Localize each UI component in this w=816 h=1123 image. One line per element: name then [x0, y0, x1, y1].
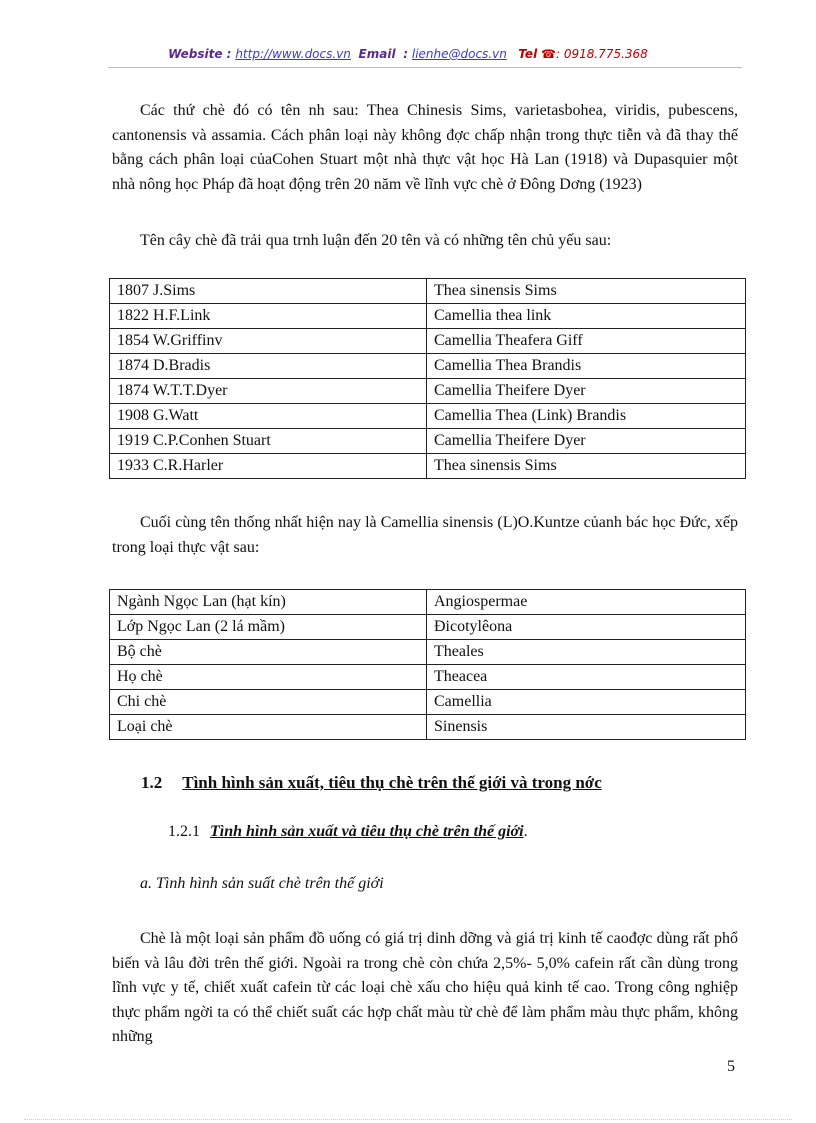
paragraph-tea-names: Các thứ chè đó có tên nh sau: Thea Chinesis Sims, varietasbohea, viridis, pubescens, cantonensis và assamia. Cách phân loại này không đợc chấp nhận trong thực tiễn và đã thay thế bằng cách phân loại củaCohen Stuart một nhà thực vật học Hà Lan (1918) và Dupasquier một nhà nông học Pháp đã hoạt động trên 20 năm về lĩnh vực chè ở Đông Dơng (1923) [112, 102, 738, 193]
footer-divider [24, 1119, 792, 1120]
value-cell: Theales [427, 640, 746, 665]
table-row [110, 304, 746, 329]
value-cell: Angiospermae [427, 590, 746, 615]
name-cell: Camellia Thea Brandis [427, 354, 746, 379]
subsection-title: Tình hình sản xuất và tiêu thụ chè trên thế giới [210, 823, 524, 840]
table-row [110, 279, 746, 304]
name-cell: Camellia Theafera Giff [427, 329, 746, 354]
table-row [110, 615, 746, 640]
table-row [110, 690, 746, 715]
email-link[interactable]: lienhe@docs.vn [411, 47, 507, 61]
rank-cell: Loại chè [110, 715, 427, 740]
author-cell: 1933 C.R.Harler [110, 454, 427, 479]
subsection-a-heading: a. Tình hình sản suất chè trên thế giới [140, 875, 384, 892]
section-heading-1-2 [141, 773, 602, 793]
email-separator: : [403, 47, 409, 61]
table-row [110, 329, 746, 354]
rank-cell: Bộ chè [110, 640, 427, 665]
paragraph-names-intro: Tên cây chè đã trải qua trnh luận đến 20 tên và có những tên chủ yếu sau: [140, 232, 612, 249]
phone-icon: ☎ [541, 47, 556, 61]
table-row [110, 354, 746, 379]
subsection-suffix: . [523, 823, 528, 840]
table-row [110, 429, 746, 454]
author-cell: 1807 J.Sims [110, 279, 427, 304]
author-cell: 1874 W.T.T.Dyer [110, 379, 427, 404]
tel-label: Tel [518, 47, 538, 61]
name-cell: Camellia Theifere Dyer [427, 429, 746, 454]
value-cell: Theacea [427, 665, 746, 690]
taxonomy-table [109, 589, 746, 740]
rank-cell: Chi chè [110, 690, 427, 715]
rank-cell: Lớp Ngọc Lan (2 lá mầm) [110, 615, 427, 640]
author-cell: 1854 W.Griffinv [110, 329, 427, 354]
paragraph-accepted-name: Cuối cùng tên thống nhất hiện nay là Camellia sinensis (L)O.Kuntze củanh bác học Đức, xếp trong loại thực vật sau: [112, 514, 738, 556]
website-link[interactable]: http://www.docs.vn [235, 47, 351, 61]
table-row [110, 404, 746, 429]
section-title: Tình hình sản xuất, tiêu thụ chè trên thế giới và trong nớc [182, 773, 602, 792]
value-cell: Camellia [427, 690, 746, 715]
author-cell: 1908 G.Watt [110, 404, 427, 429]
email-label: Email [358, 47, 396, 61]
author-cell: 1822 H.F.Link [110, 304, 427, 329]
table-row [110, 379, 746, 404]
page-header [0, 47, 816, 61]
name-cell: Camellia Thea (Link) Brandis [427, 404, 746, 429]
name-cell: Thea sinensis Sims [427, 454, 746, 479]
table-row [110, 715, 746, 740]
header-divider [108, 67, 742, 68]
value-cell: Sinensis [427, 715, 746, 740]
value-cell: Đicotylêona [427, 615, 746, 640]
author-cell: 1919 C.P.Conhen Stuart [110, 429, 427, 454]
section-number: 1.2 [141, 773, 163, 792]
names-table [109, 278, 746, 479]
author-cell: 1874 D.Bradis [110, 354, 427, 379]
rank-cell: Ngành Ngọc Lan (hạt kín) [110, 590, 427, 615]
name-cell: Camellia Theifere Dyer [427, 379, 746, 404]
name-cell: Thea sinensis Sims [427, 279, 746, 304]
paragraph-production: Chè là một loại sản phẩm đồ uống có giá trị dinh dỡng và giá trị kinh tế caođợc dùng rất phổ biến và lâu đời trên thế giới. Ngoài ra trong chè còn chứa 2,5%- 5,0% cafein rất cần dùng trong lĩnh vực y tế, chiết xuất cafein từ các loại chè xấu cho hiệu quả kinh tế cao. Trong công nghiệp thực phẩm ngời ta có thể chiết suất các hợp chất màu từ chè để làm phẩm màu thực phẩm, không những [112, 930, 738, 1045]
tel-value: : 0918.775.368 [555, 47, 648, 61]
page-number: 5 [727, 1058, 735, 1075]
table-row [110, 590, 746, 615]
table-row [110, 665, 746, 690]
subsection-number: 1.2.1 [168, 823, 200, 840]
rank-cell: Họ chè [110, 665, 427, 690]
website-label: Website : [168, 47, 232, 61]
name-cell: Camellia thea link [427, 304, 746, 329]
section-heading-1-2-1 [168, 823, 528, 841]
table-row [110, 640, 746, 665]
table-row [110, 454, 746, 479]
